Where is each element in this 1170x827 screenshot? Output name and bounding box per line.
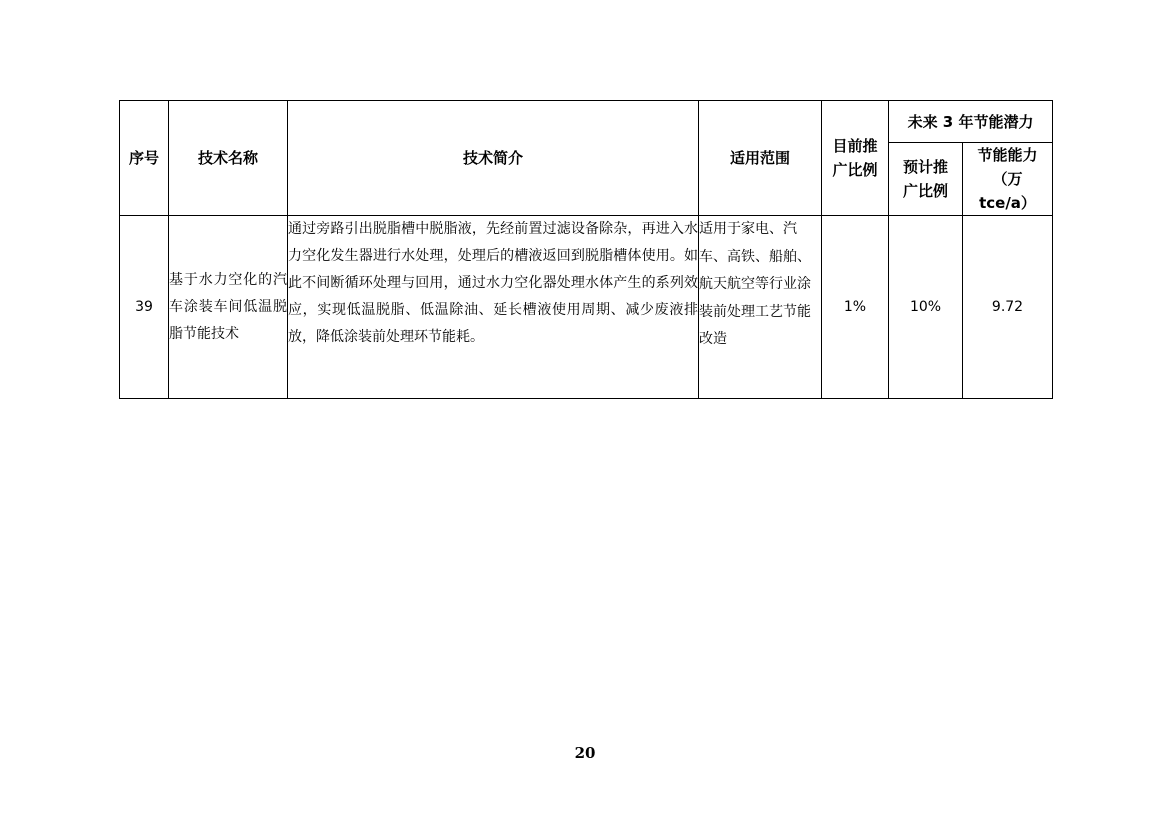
header-saving-capacity: 节能能力（万 tce/a） <box>963 143 1053 216</box>
cell-seq: 39 <box>120 216 169 399</box>
cell-saving-capacity: 9.72 <box>963 216 1053 399</box>
cell-intro: 通过旁路引出脱脂槽中脱脂液，先经前置过滤设备除杂，再进入水力空化发生器进行水处理，处理后的槽液返回到脱脂槽体使用。如此不间断循环处理与回用，通过水力空化器处理水体产生的系列效应，实现低温脱脂、低温除油、延长槽液使用周期、减少废液排放，降低涂装前处理环节能耗。 <box>288 216 699 399</box>
header-seq: 序号 <box>120 101 169 216</box>
header-potential-group: 未来 3 年节能潜力 <box>889 101 1053 143</box>
cell-expected-ratio: 10% <box>889 216 963 399</box>
cell-name: 基于水力空化的汽车涂装车间低温脱脂节能技术 <box>169 216 288 399</box>
cell-current-ratio: 1% <box>822 216 889 399</box>
header-intro: 技术简介 <box>288 101 699 216</box>
header-current-ratio: 目前推广比例 <box>822 101 889 216</box>
table-row <box>120 216 1053 399</box>
header-row-top <box>120 101 1053 143</box>
header-name: 技术名称 <box>169 101 288 216</box>
technology-table <box>119 100 1053 399</box>
cell-scope: 适用于家电、汽车、高铁、船舶、航天航空等行业涂装前处理工艺节能改造 <box>699 216 822 399</box>
header-scope: 适用范围 <box>699 101 822 216</box>
page-number: 20 <box>574 744 596 762</box>
header-expected-ratio: 预计推广比例 <box>889 143 963 216</box>
